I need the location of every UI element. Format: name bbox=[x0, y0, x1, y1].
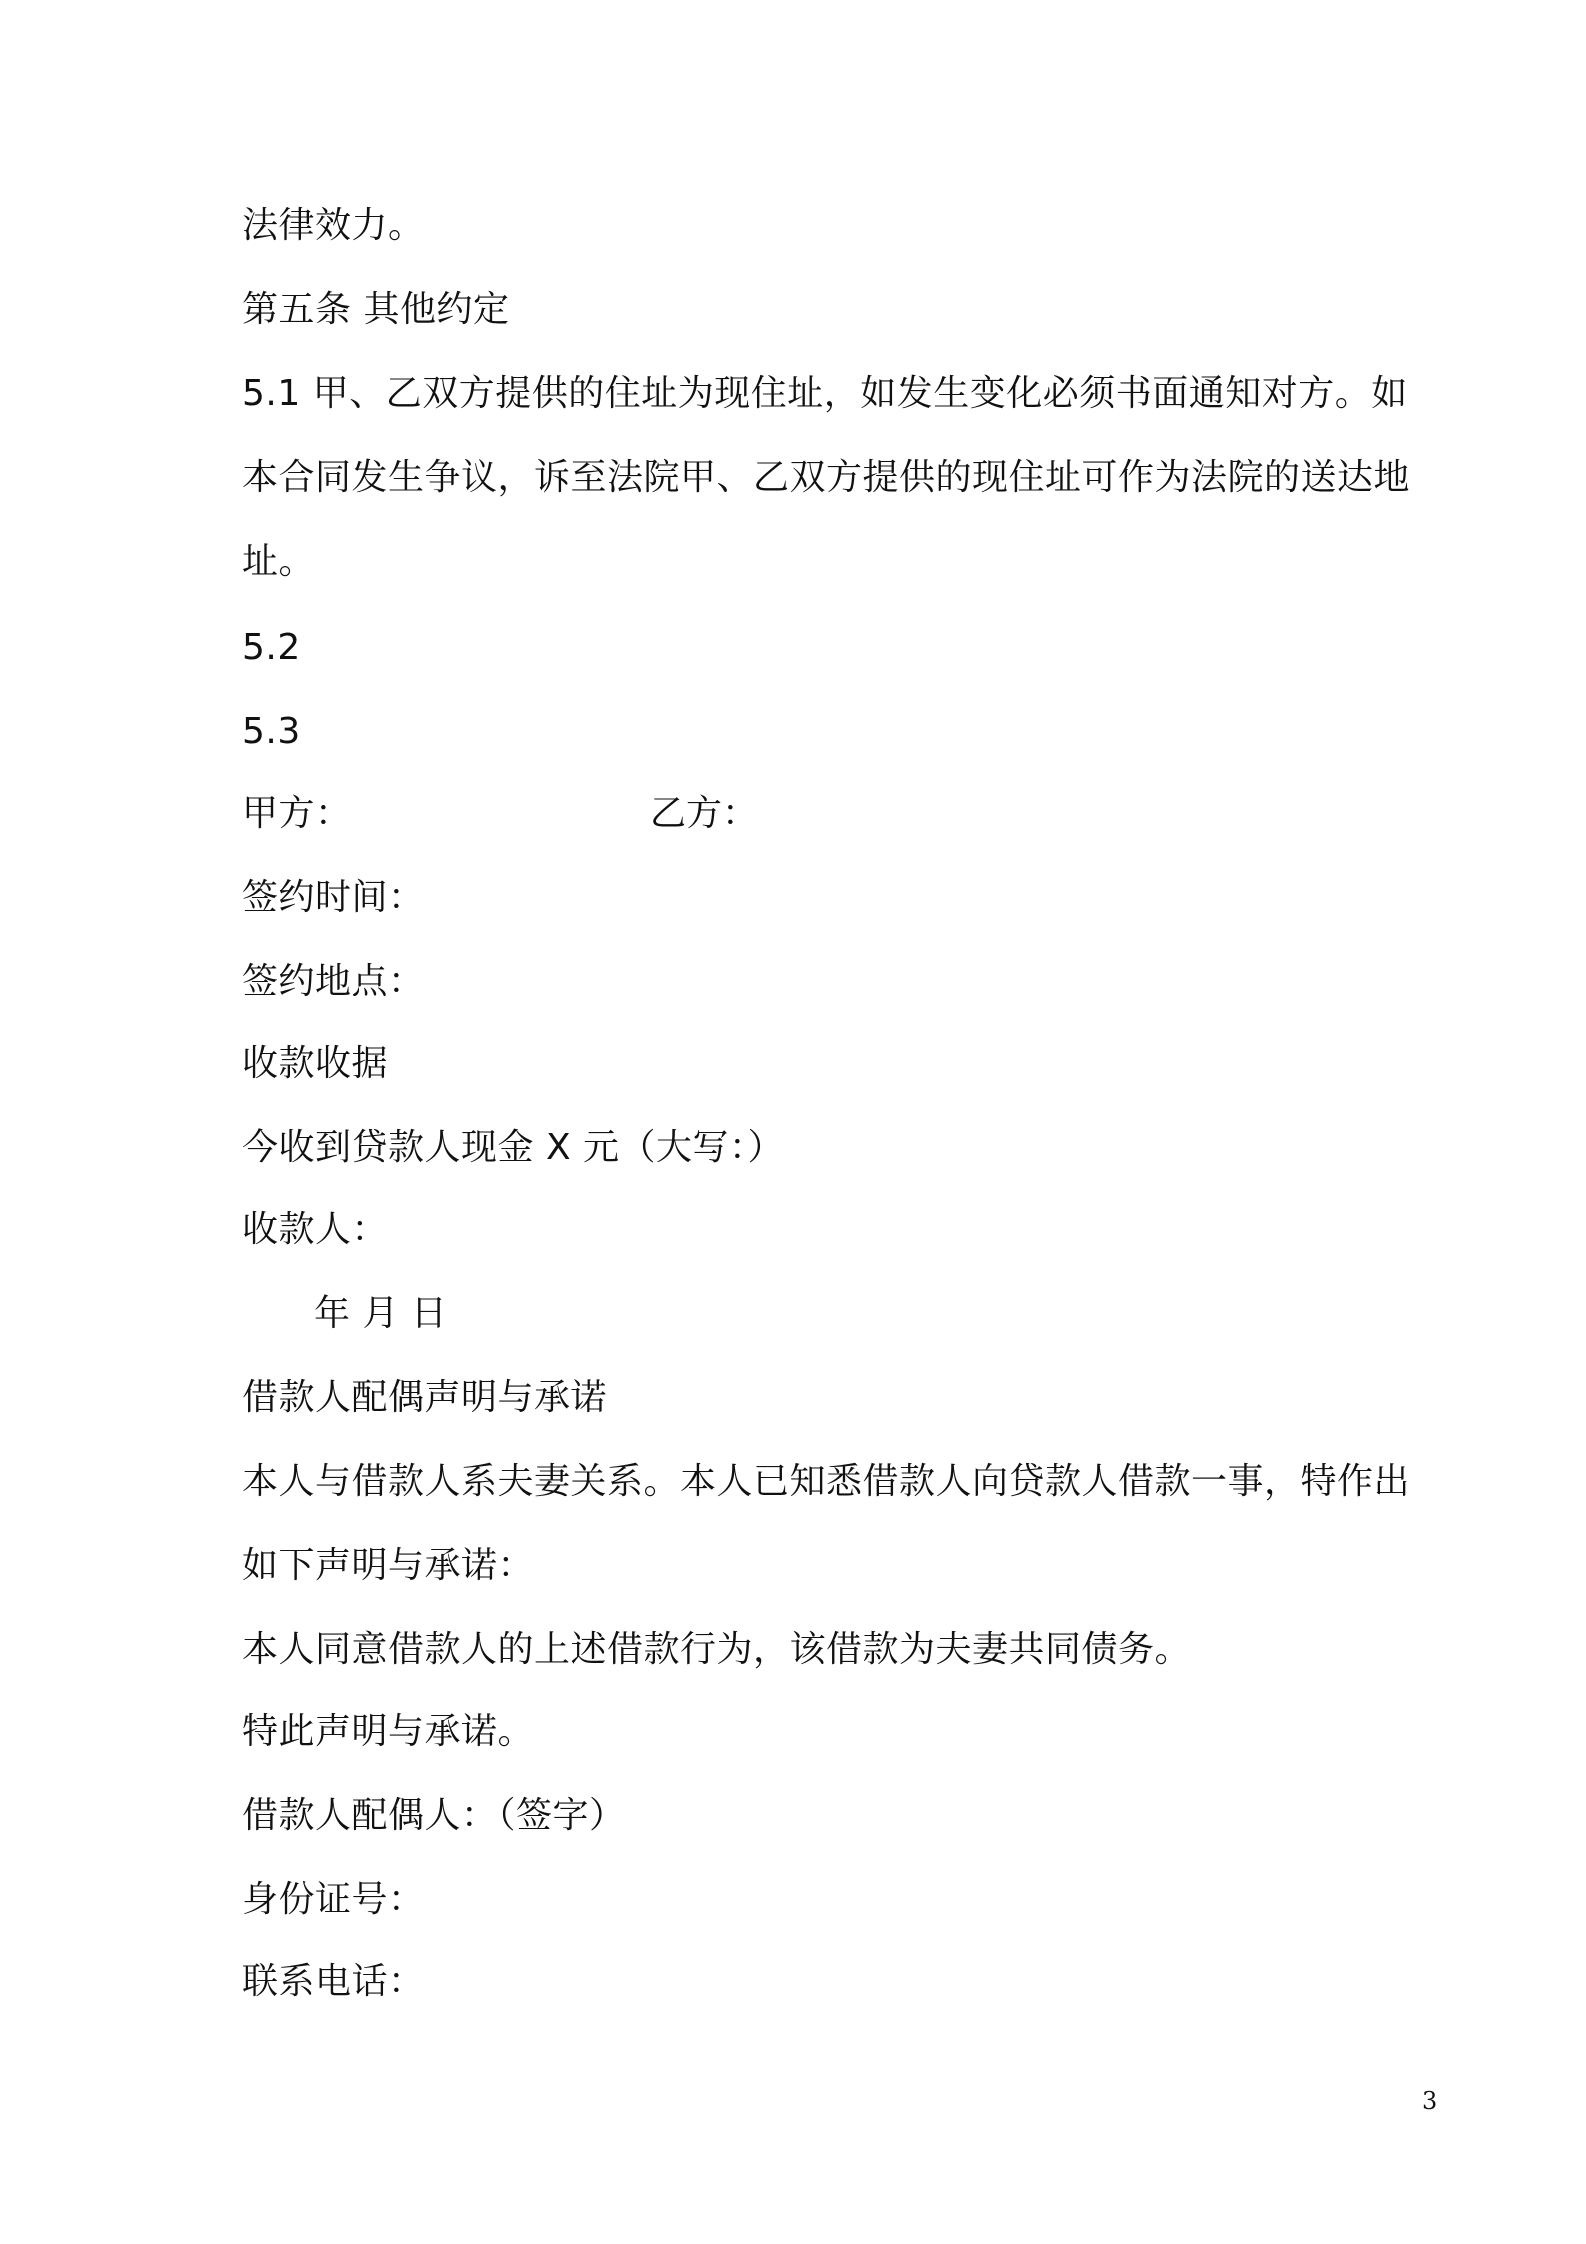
spouse-statement-title: 借款人配偶声明与承诺 bbox=[242, 1377, 608, 1418]
spouse-statement-line-1: 本人与借款人系夫妻关系。本人已知悉借款人向贷款人借款一事，特作出 bbox=[242, 1461, 1411, 1502]
party-b-label: 乙方： bbox=[650, 793, 759, 834]
clause-5-1-line-3: 址。 bbox=[242, 541, 316, 582]
receipt-title: 收款收据 bbox=[242, 1043, 389, 1084]
id-number-label: 身份证号： bbox=[242, 1879, 425, 1920]
spouse-agreement: 本人同意借款人的上述借款行为，该借款为夫妻共同债务。 bbox=[242, 1629, 1192, 1670]
page-number: 3 bbox=[1422, 2087, 1438, 2115]
party-a-label: 甲方： bbox=[242, 793, 352, 834]
article-five-heading: 第五条 其他约定 bbox=[242, 289, 510, 330]
spouse-signature-label: 借款人配偶人：（签字） bbox=[242, 1795, 626, 1836]
clause-5-3: 5.3 bbox=[242, 711, 301, 752]
receipt-date: 年 月 日 bbox=[314, 1293, 448, 1334]
phone-label: 联系电话： bbox=[242, 1961, 425, 2002]
clause-5-1-line-2: 本合同发生争议，诉至法院甲、乙双方提供的现住址可作为法院的送达地 bbox=[242, 457, 1411, 498]
payee-label: 收款人： bbox=[242, 1209, 389, 1250]
spouse-closing: 特此声明与承诺。 bbox=[242, 1711, 535, 1752]
sign-time-label: 签约时间： bbox=[242, 877, 425, 918]
spouse-statement-line-2: 如下声明与承诺： bbox=[242, 1545, 535, 1586]
sign-place-label: 签约地点： bbox=[242, 961, 425, 1002]
clause-5-1-line-1: 5.1 甲、乙双方提供的住址为现住址，如发生变化必须书面通知对方。如 bbox=[242, 373, 1408, 414]
clause-5-2: 5.2 bbox=[242, 627, 301, 668]
receipt-body: 今收到贷款人现金 X 元（大写：） bbox=[242, 1127, 785, 1168]
text-line-legal-effect: 法律效力。 bbox=[242, 205, 425, 246]
